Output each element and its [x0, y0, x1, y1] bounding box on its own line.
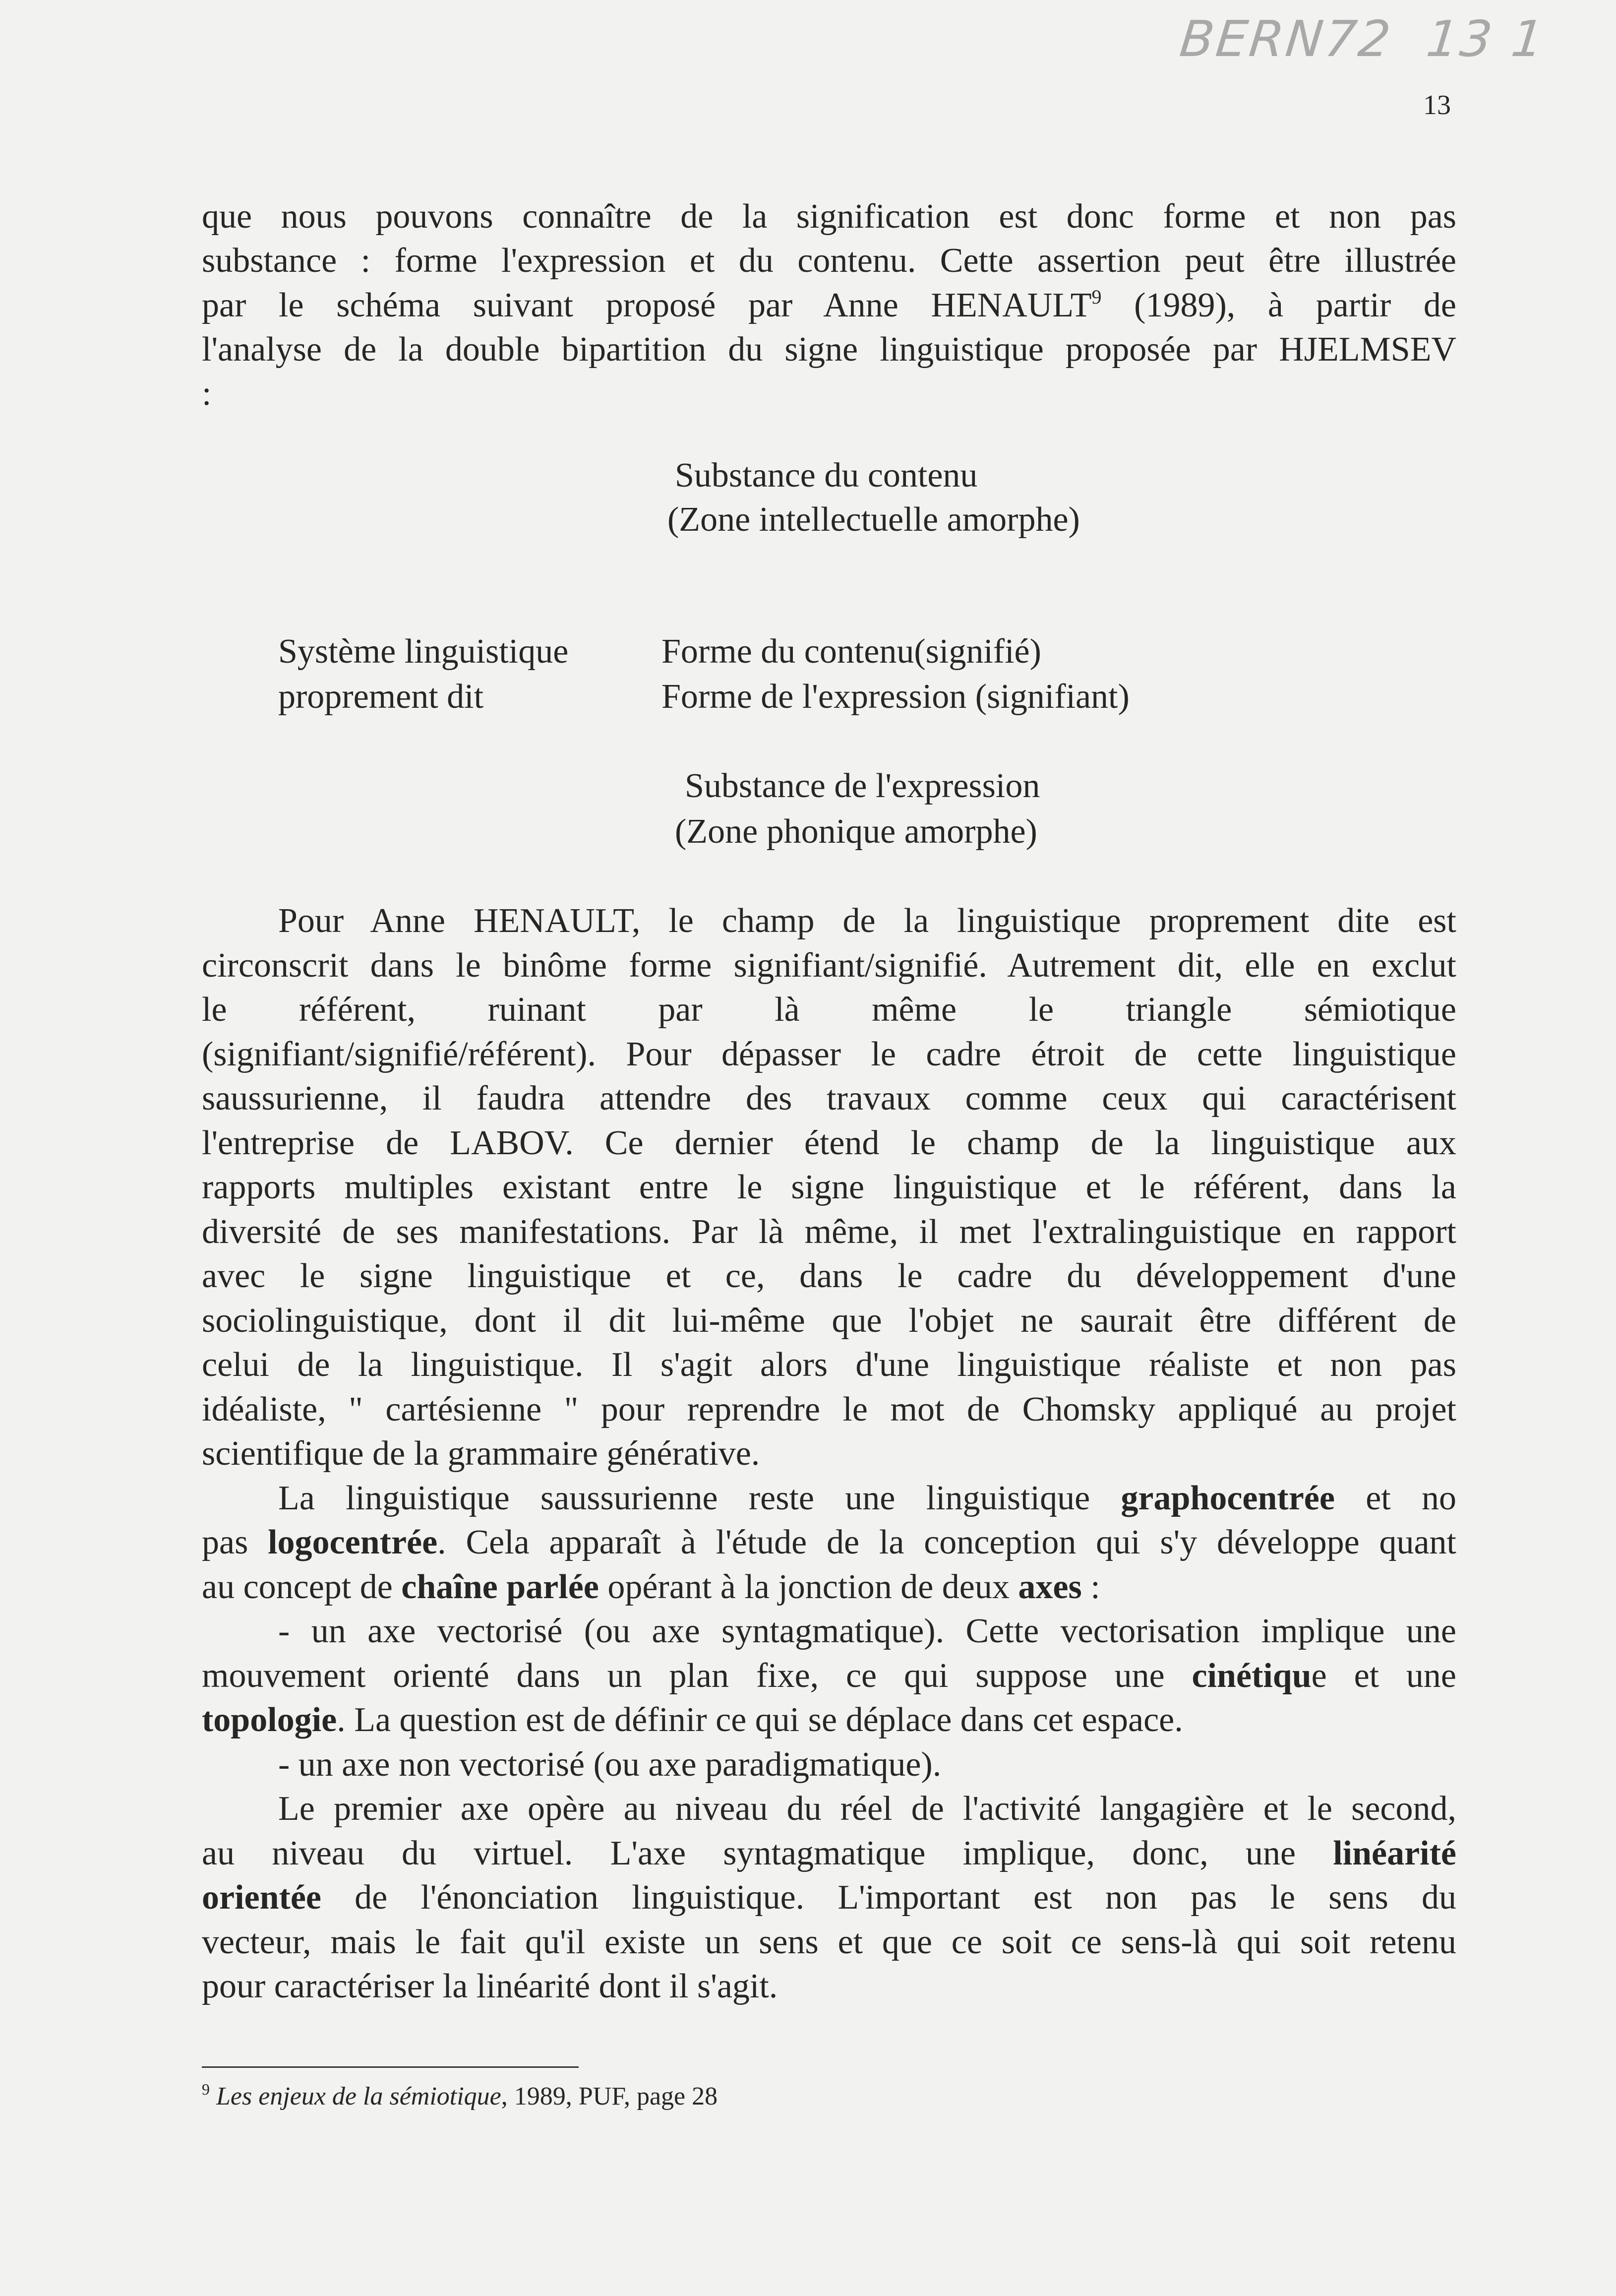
text-segment: substance : forme l'expression et du contenu. Cette assertion peut être illustrée [202, 242, 1456, 280]
text-line [202, 1254, 1456, 1299]
text-segment: - un axe vectorisé (ou axe syntagmatique). Cette vectorisation implique une [278, 1612, 1456, 1650]
text-segment: mouvement orienté dans un plan fixe, ce qui suppose une [202, 1656, 1192, 1695]
handwritten-annotation [1177, 10, 1583, 68]
footnote-ref: 9 [1091, 285, 1102, 308]
text-segment: l'analyse de la double bipartition du signe linguistique proposée par HJELMSEV [202, 330, 1456, 369]
page-number: 13 [1423, 90, 1451, 121]
diagram-systeme-line1: Système linguistique [278, 632, 569, 671]
text-line [202, 1032, 1456, 1077]
text-segment: opérant à la jonction de deux [599, 1567, 1018, 1606]
text-segment: . Cela apparaît à l'étude de la conception qui s'y développe quant [437, 1523, 1456, 1561]
text-segment: vecteur, mais le fait qu'il existe un sens et que ce soit ce sens-là qui soit retenu [202, 1923, 1456, 1961]
diagram-forme-expression: Forme de l'expression (signifiant) [661, 678, 1130, 716]
text-line [202, 943, 1456, 988]
text-line [202, 1076, 1456, 1121]
bold-term: axes [1018, 1567, 1082, 1606]
text-segment: : [1081, 1567, 1100, 1606]
text-line [202, 1210, 1456, 1254]
text-line [202, 1831, 1456, 1876]
text-line [202, 988, 1456, 1032]
text-segment: Pour Anne HENAULT, le champ de la linguistique proprement dite est [278, 902, 1456, 940]
text-line [202, 1698, 1456, 1742]
text-line [202, 1565, 1456, 1610]
footnote-title: Les enjeux de la sémiotique [216, 2082, 501, 2110]
text-segment: de l'énonciation linguistique. L'important est non pas le sens du [321, 1878, 1456, 1917]
diagram-substance-expression: Substance de l'expression [685, 767, 1040, 805]
text-segment: pour caractériser la linéarité dont il s'agit. [202, 1967, 778, 2005]
text-segment: La linguistique saussurienne reste une linguistique [278, 1479, 1121, 1517]
text-line [202, 194, 1456, 239]
text-line [202, 1520, 1456, 1565]
text-segment: par le schéma suivant proposé par Anne HENAULT [202, 286, 1092, 324]
text-line [202, 1299, 1456, 1343]
bold-term: cinétiqu [1192, 1656, 1312, 1695]
text-line [202, 1121, 1456, 1166]
bold-term: graphocentrée [1121, 1479, 1335, 1517]
text-line [202, 1654, 1456, 1698]
text-line [278, 1476, 1456, 1521]
text-segment: circonscrit dans le binôme forme signifiant/signifié. Autrement dit, elle en exclut [202, 946, 1456, 985]
handwritten-code: BERN72 [1177, 10, 1395, 68]
footnote-rest: , 1989, PUF, page 28 [501, 2082, 718, 2110]
text-line [202, 239, 1456, 283]
diagram-substance-contenu-note: (Zone intellectuelle amorphe) [667, 500, 1080, 539]
text-line [202, 1964, 1456, 2009]
text-line [202, 1387, 1456, 1432]
bold-term: topologie [202, 1701, 337, 1739]
text-line [278, 1742, 1456, 1787]
text-segment: avec le signe linguistique et ce, dans le cadre du développement d'une [202, 1257, 1456, 1295]
text-line [202, 1165, 1456, 1210]
text-segment: saussurienne, il faudra attendre des travaux comme ceux qui caractérisent [202, 1079, 1456, 1117]
text-segment: au concept de [202, 1567, 402, 1606]
text-segment: celui de la linguistique. Il s'agit alors d'une linguistique réaliste et non pas [202, 1346, 1456, 1384]
text-line [202, 1920, 1456, 1965]
text-segment: scientifique de la grammaire générative. [202, 1434, 760, 1473]
text-segment: (signifiant/signifié/référent). Pour dépasser le cadre étroit de cette linguistique [202, 1035, 1456, 1073]
diagram-forme-contenu: Forme du contenu(signifié) [661, 632, 1041, 671]
text-segment: l'entreprise de LABOV. Ce dernier étend le champ de la linguistique aux [202, 1123, 1456, 1162]
text-segment: idéaliste, " cartésienne " pour reprendre le mot de Chomsky appliqué au projet [202, 1390, 1456, 1428]
diagram-substance-contenu: Substance du contenu [675, 456, 978, 495]
text-segment: : [202, 374, 212, 413]
text-segment: . La question est de définir ce qui se déplace dans cet espace. [337, 1701, 1183, 1739]
bold-term: logocentrée [268, 1523, 438, 1561]
footnote [202, 2081, 718, 2112]
text-line [202, 327, 1456, 372]
text-segment: pas [202, 1523, 268, 1561]
text-line [202, 283, 1456, 328]
text-segment: - un axe non vectorisé (ou axe paradigmatique). [278, 1745, 942, 1784]
diagram-systeme-line2: proprement dit [278, 678, 484, 716]
text-segment: et no [1334, 1479, 1456, 1517]
diagram-substance-expression-note: (Zone phonique amorphe) [675, 812, 1037, 851]
text-segment: sociolinguistique, dont il dit lui-même que l'objet ne saurait être différent de [202, 1301, 1456, 1340]
text-line [278, 899, 1456, 943]
text-line [202, 1431, 1456, 1476]
text-segment: rapports multiples existant entre le signe linguistique et le référent, dans la [202, 1168, 1456, 1206]
text-segment: diversité de ses manifestations. Par là même, il met l'extralinguistique en rapport [202, 1212, 1456, 1251]
text-segment: que nous pouvons connaître de la signification est donc forme et non pas [202, 197, 1456, 236]
handwritten-folio: 13 1 [1424, 10, 1549, 68]
text-line [278, 1609, 1456, 1654]
text-line [278, 1787, 1456, 1831]
text-segment: le référent, ruinant par là même le triangle sémiotique [202, 991, 1456, 1029]
text-segment: au niveau du virtuel. L'axe syntagmatique implique, donc, une [202, 1834, 1333, 1872]
text-segment: e et une [1311, 1656, 1456, 1695]
bold-term: linéarité [1333, 1834, 1456, 1872]
footnote-divider [202, 2066, 579, 2068]
text-line [202, 1875, 1456, 1920]
text-segment: Le premier axe opère au niveau du réel de l'activité langagière et le second, [278, 1790, 1456, 1828]
footnote-number: 9 [202, 2080, 210, 2098]
text-segment: (1989), à partir de [1101, 286, 1456, 324]
text-line [202, 372, 1456, 416]
bold-term: chaîne parlée [401, 1567, 599, 1606]
bold-term: orientée [202, 1878, 321, 1917]
text-line [202, 1343, 1456, 1387]
